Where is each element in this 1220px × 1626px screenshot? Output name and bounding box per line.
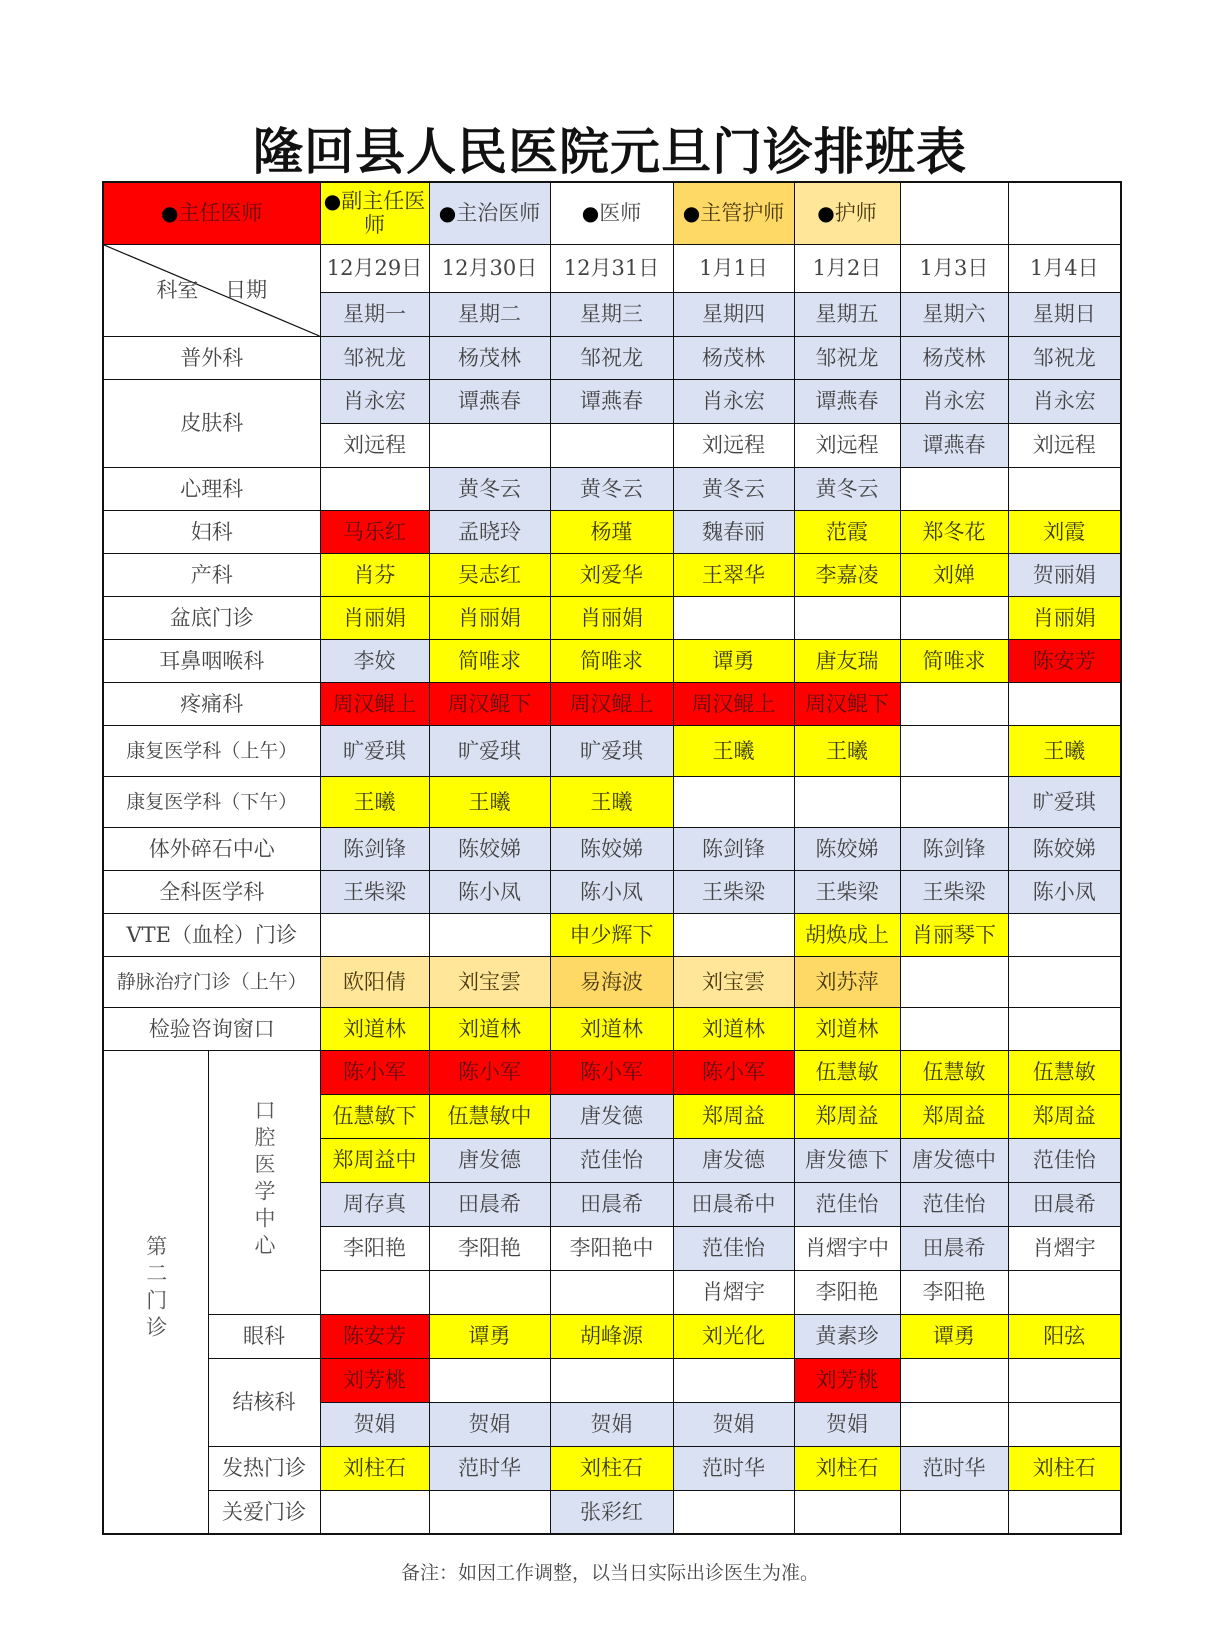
- schedule-cell: 王翠华: [673, 553, 794, 596]
- schedule-cell: 胡峰源: [550, 1314, 673, 1358]
- schedule-cell: [794, 596, 900, 639]
- legend-label: 主任医师: [178, 201, 263, 226]
- schedule-cell: 李姣: [320, 639, 429, 682]
- second-clinic-row: [103, 1446, 1121, 1490]
- date-header: 1月1日: [673, 244, 794, 292]
- schedule-cell: 郑周益: [900, 1094, 1008, 1138]
- schedule-cell: 唐发德: [429, 1138, 550, 1182]
- diagonal-line: [104, 245, 320, 336]
- legend-label: 副主任医师: [341, 189, 426, 238]
- legend-empty: [900, 182, 1008, 244]
- schedule-cell: [1008, 956, 1121, 1007]
- schedule-cell: 马乐红: [320, 510, 429, 553]
- schedule-cell: [550, 1270, 673, 1314]
- schedule-cell: 吴志红: [429, 553, 550, 596]
- schedule-cell: [673, 776, 794, 827]
- schedule-cell: [900, 1358, 1008, 1402]
- bullet-icon: ●: [323, 189, 342, 214]
- schedule-cell: 黄冬云: [673, 467, 794, 510]
- legend-label: 护师: [834, 201, 877, 226]
- schedule-cell: 范佳怡: [673, 1226, 794, 1270]
- schedule-cell: 郑周益: [673, 1094, 794, 1138]
- second-clinic-label: [103, 1050, 208, 1534]
- department-row: [103, 870, 1121, 913]
- date-header: 12月30日: [429, 244, 550, 292]
- schedule-cell: 黄冬云: [429, 467, 550, 510]
- schedule-cell: 陈安芳: [1008, 639, 1121, 682]
- schedule-cell: 刘柱石: [794, 1446, 900, 1490]
- schedule-cell: 贺娟: [429, 1402, 550, 1446]
- schedule-cell: 陈姣娣: [550, 827, 673, 870]
- department-label: VTE（血栓）门诊: [103, 913, 320, 956]
- corner-left-label: 科室: [156, 278, 199, 302]
- schedule-cell: 陈安芳: [320, 1314, 429, 1358]
- bullet-icon: ●: [682, 201, 701, 226]
- schedule-cell: 杨瑾: [550, 510, 673, 553]
- sub-department-text: 口腔医学中心: [252, 1098, 276, 1261]
- schedule-cell: 欧阳倩: [320, 956, 429, 1007]
- department-label: 耳鼻咽喉科: [103, 639, 320, 682]
- schedule-cell: 黄素珍: [794, 1314, 900, 1358]
- second-clinic-row: [103, 1050, 1121, 1094]
- schedule-cell: [673, 1490, 794, 1534]
- schedule-cell: 范霞: [794, 510, 900, 553]
- department-label: 心理科: [103, 467, 320, 510]
- schedule-cell: 阳弦: [1008, 1314, 1121, 1358]
- schedule-cell: 肖永宏: [1008, 379, 1121, 423]
- department-row: [103, 913, 1121, 956]
- schedule-cell: 田晨希: [550, 1182, 673, 1226]
- schedule-cell: 肖熠宇: [1008, 1226, 1121, 1270]
- schedule-cell: 谭燕春: [794, 379, 900, 423]
- schedule-cell: [1008, 1270, 1121, 1314]
- schedule-cell: 唐发德: [550, 1094, 673, 1138]
- schedule-cell: 刘道林: [320, 1007, 429, 1050]
- second-clinic-row: [103, 1358, 1121, 1402]
- schedule-cell: [1008, 1402, 1121, 1446]
- schedule-cell: 李嘉凌: [794, 553, 900, 596]
- schedule-cell: 范佳怡: [1008, 1138, 1121, 1182]
- schedule-cell: [900, 467, 1008, 510]
- schedule-cell: [320, 1270, 429, 1314]
- schedule-cell: 张彩红: [550, 1490, 673, 1534]
- schedule-cell: 魏春丽: [673, 510, 794, 553]
- schedule-cell: 刘远程: [673, 423, 794, 467]
- weekday-header: 星期二: [429, 292, 550, 336]
- legend-nurse: [794, 182, 900, 244]
- schedule-cell: [1008, 682, 1121, 725]
- date-row: [103, 244, 1121, 292]
- schedule-cell: 田晨希中: [673, 1182, 794, 1226]
- schedule-cell: 肖丽娟: [1008, 596, 1121, 639]
- schedule-cell: 易海波: [550, 956, 673, 1007]
- schedule-cell: 刘柱石: [550, 1446, 673, 1490]
- department-row: [103, 827, 1121, 870]
- schedule-cell: 周存真: [320, 1182, 429, 1226]
- schedule-cell: 旷爱琪: [429, 725, 550, 776]
- schedule-cell: 杨茂林: [673, 336, 794, 379]
- schedule-cell: 刘光化: [673, 1314, 794, 1358]
- corner-right-label: 日期: [225, 278, 268, 302]
- schedule-cell: [1008, 1490, 1121, 1534]
- schedule-cell: 杨茂林: [900, 336, 1008, 379]
- schedule-cell: 唐发德: [673, 1138, 794, 1182]
- second-clinic-row: [103, 1490, 1121, 1534]
- schedule-cell: 陈剑锋: [673, 827, 794, 870]
- department-row: [103, 510, 1121, 553]
- schedule-cell: [900, 725, 1008, 776]
- department-row: [103, 336, 1121, 379]
- sub-department-label: 结核科: [208, 1358, 320, 1446]
- schedule-cell: 刘道林: [550, 1007, 673, 1050]
- schedule-cell: [320, 1490, 429, 1534]
- schedule-cell: [429, 423, 550, 467]
- schedule-cell: [794, 776, 900, 827]
- schedule-cell: 刘远程: [320, 423, 429, 467]
- schedule-cell: 肖永宏: [673, 379, 794, 423]
- schedule-cell: 刘远程: [1008, 423, 1121, 467]
- schedule-cell: 肖丽娟: [550, 596, 673, 639]
- schedule-cell: 谭勇: [900, 1314, 1008, 1358]
- schedule-cell: 范时华: [900, 1446, 1008, 1490]
- department-label: 康复医学科（下午）: [103, 776, 320, 827]
- schedule-cell: 孟晓玲: [429, 510, 550, 553]
- schedule-cell: 王曦: [794, 725, 900, 776]
- schedule-cell: 陈小军: [550, 1050, 673, 1094]
- footnote: 备注：如因工作调整，以当日实际出诊医生为准。: [400, 1562, 819, 1584]
- schedule-cell: 李阳艳: [429, 1226, 550, 1270]
- date-header: 1月4日: [1008, 244, 1121, 292]
- date-header: 12月29日: [320, 244, 429, 292]
- schedule-cell: 郑周益: [1008, 1094, 1121, 1138]
- schedule-cell: [429, 1490, 550, 1534]
- weekday-header: 星期一: [320, 292, 429, 336]
- schedule-cell: 贺娟: [673, 1402, 794, 1446]
- department-label: 产科: [103, 553, 320, 596]
- schedule-cell: 邹祝龙: [320, 336, 429, 379]
- second-clinic-row: [103, 1314, 1121, 1358]
- schedule-cell: [900, 1402, 1008, 1446]
- schedule-cell: 谭燕春: [900, 423, 1008, 467]
- sub-department-label: 眼科: [208, 1314, 320, 1358]
- schedule-cell: [1008, 1358, 1121, 1402]
- schedule-cell: [320, 913, 429, 956]
- schedule-cell: 范时华: [673, 1446, 794, 1490]
- department-row: [103, 596, 1121, 639]
- schedule-cell: 田晨希: [900, 1226, 1008, 1270]
- schedule-cell: 郑周益中: [320, 1138, 429, 1182]
- schedule-cell: 陈小军: [429, 1050, 550, 1094]
- schedule-cell: 刘宝雲: [429, 956, 550, 1007]
- sub-department-label: 发热门诊: [208, 1446, 320, 1490]
- schedule-cell: 谭勇: [673, 639, 794, 682]
- schedule-cell: 田晨希: [429, 1182, 550, 1226]
- department-row: [103, 467, 1121, 510]
- schedule-cell: 陈小凤: [1008, 870, 1121, 913]
- schedule-cell: [1008, 467, 1121, 510]
- schedule-cell: 贺娟: [794, 1402, 900, 1446]
- schedule-cell: [320, 467, 429, 510]
- schedule-cell: 刘柱石: [1008, 1446, 1121, 1490]
- schedule-cell: 申少辉下: [550, 913, 673, 956]
- schedule-cell: 谭燕春: [550, 379, 673, 423]
- schedule-cell: 刘柱石: [320, 1446, 429, 1490]
- schedule-cell: 陈小凤: [429, 870, 550, 913]
- schedule-cell: [794, 1490, 900, 1534]
- legend-supervising-nurse: [673, 182, 794, 244]
- schedule-cell: 杨茂林: [429, 336, 550, 379]
- schedule-cell: 胡焕成上: [794, 913, 900, 956]
- schedule-cell: 刘苏萍: [794, 956, 900, 1007]
- schedule-cell: 旷爱琪: [320, 725, 429, 776]
- schedule-cell: 刘婵: [900, 553, 1008, 596]
- legend-label: 主管护师: [700, 201, 785, 226]
- schedule-cell: [673, 596, 794, 639]
- schedule-cell: 田晨希: [1008, 1182, 1121, 1226]
- bullet-icon: ●: [581, 201, 600, 226]
- department-label: 皮肤科: [103, 379, 320, 467]
- department-row: [103, 725, 1121, 776]
- schedule-cell: 李阳艳: [794, 1270, 900, 1314]
- sub-department-label: [208, 1050, 320, 1314]
- bullet-icon: ●: [161, 201, 179, 226]
- schedule-cell: 周汉鲲上: [320, 682, 429, 725]
- schedule-cell: 李阳艳: [900, 1270, 1008, 1314]
- legend-label: 主治医师: [456, 201, 541, 226]
- schedule-cell: 刘道林: [429, 1007, 550, 1050]
- schedule-cell: 王曦: [1008, 725, 1121, 776]
- schedule-cell: 范佳怡: [550, 1138, 673, 1182]
- bullet-icon: ●: [817, 201, 835, 226]
- schedule-cell: 肖丽娟: [320, 596, 429, 639]
- department-row: [103, 682, 1121, 725]
- schedule-cell: 李阳艳: [320, 1226, 429, 1270]
- department-label: 普外科: [103, 336, 320, 379]
- schedule-cell: [429, 1358, 550, 1402]
- schedule-cell: 刘芳桃: [320, 1358, 429, 1402]
- legend-physician: [550, 182, 673, 244]
- department-label: 妇科: [103, 510, 320, 553]
- department-label: 检验咨询窗口: [103, 1007, 320, 1050]
- schedule-cell: 伍慧敏下: [320, 1094, 429, 1138]
- schedule-cell: [429, 913, 550, 956]
- schedule-cell: 唐友瑞: [794, 639, 900, 682]
- schedule-cell: 伍慧敏: [1008, 1050, 1121, 1094]
- schedule-cell: 伍慧敏中: [429, 1094, 550, 1138]
- schedule-cell: 黄冬云: [794, 467, 900, 510]
- weekday-header: 星期四: [673, 292, 794, 336]
- schedule-cell: [1008, 913, 1121, 956]
- schedule-cell: 陈小军: [320, 1050, 429, 1094]
- schedule-cell: 刘芳桃: [794, 1358, 900, 1402]
- legend-chief-physician: [103, 182, 320, 244]
- schedule-cell: [1008, 1007, 1121, 1050]
- schedule-cell: 范佳怡: [794, 1182, 900, 1226]
- department-label: 静脉治疗门诊（上午）: [103, 956, 320, 1007]
- schedule-cell: 伍慧敏: [900, 1050, 1008, 1094]
- department-label: 体外碎石中心: [103, 827, 320, 870]
- schedule-cell: 王柴梁: [900, 870, 1008, 913]
- schedule-cell: 简唯求: [900, 639, 1008, 682]
- schedule-cell: 周汉鲲上: [673, 682, 794, 725]
- weekday-header: 星期三: [550, 292, 673, 336]
- schedule-cell: 王曦: [673, 725, 794, 776]
- schedule-cell: 谭勇: [429, 1314, 550, 1358]
- department-row: [103, 776, 1121, 827]
- schedule-cell: 王柴梁: [673, 870, 794, 913]
- schedule-table: [102, 181, 1122, 1535]
- schedule-cell: 伍慧敏: [794, 1050, 900, 1094]
- department-row: [103, 956, 1121, 1007]
- date-header: 1月3日: [900, 244, 1008, 292]
- department-label: 疼痛科: [103, 682, 320, 725]
- schedule-cell: [900, 1007, 1008, 1050]
- date-header: 12月31日: [550, 244, 673, 292]
- schedule-cell: 郑冬花: [900, 510, 1008, 553]
- schedule-cell: 谭燕春: [429, 379, 550, 423]
- date-header: 1月2日: [794, 244, 900, 292]
- schedule-cell: 王曦: [429, 776, 550, 827]
- second-clinic-text: 第二门诊: [143, 1235, 168, 1344]
- schedule-cell: 范时华: [429, 1446, 550, 1490]
- schedule-cell: 邹祝龙: [550, 336, 673, 379]
- legend-row: [103, 182, 1121, 244]
- department-label: 康复医学科（上午）: [103, 725, 320, 776]
- schedule-cell: 肖永宏: [900, 379, 1008, 423]
- schedule-cell: 范佳怡: [900, 1182, 1008, 1226]
- schedule-cell: 黄冬云: [550, 467, 673, 510]
- department-row: [103, 379, 1121, 423]
- schedule-cell: 陈姣娣: [794, 827, 900, 870]
- schedule-cell: 王曦: [550, 776, 673, 827]
- schedule-cell: 邹祝龙: [794, 336, 900, 379]
- schedule-cell: [429, 1270, 550, 1314]
- schedule-cell: 周汉鲲下: [794, 682, 900, 725]
- legend-label: 医师: [599, 201, 642, 226]
- schedule-cell: 陈姣娣: [1008, 827, 1121, 870]
- schedule-cell: 肖丽琴下: [900, 913, 1008, 956]
- page-title: 隆回县人民医院元旦门诊排班表: [253, 122, 967, 181]
- schedule-cell: 肖熠宇: [673, 1270, 794, 1314]
- schedule-cell: 刘道林: [673, 1007, 794, 1050]
- department-label: 盆底门诊: [103, 596, 320, 639]
- schedule-cell: 贺娟: [550, 1402, 673, 1446]
- bullet-icon: ●: [438, 201, 457, 226]
- weekday-header: 星期六: [900, 292, 1008, 336]
- schedule-cell: [900, 776, 1008, 827]
- schedule-cell: [550, 423, 673, 467]
- department-label: 全科医学科: [103, 870, 320, 913]
- schedule-cell: 周汉鲲下: [429, 682, 550, 725]
- schedule-cell: 陈姣娣: [429, 827, 550, 870]
- schedule-cell: 刘宝雲: [673, 956, 794, 1007]
- schedule-cell: 王柴梁: [320, 870, 429, 913]
- schedule-cell: 陈剑锋: [320, 827, 429, 870]
- schedule-cell: 唐发德中: [900, 1138, 1008, 1182]
- schedule-cell: 肖永宏: [320, 379, 429, 423]
- schedule-cell: 陈小军: [673, 1050, 794, 1094]
- schedule-cell: 肖芬: [320, 553, 429, 596]
- schedule-cell: 刘道林: [794, 1007, 900, 1050]
- schedule-cell: 刘爱华: [550, 553, 673, 596]
- schedule-cell: 唐发德下: [794, 1138, 900, 1182]
- schedule-cell: 王曦: [320, 776, 429, 827]
- schedule-cell: 邹祝龙: [1008, 336, 1121, 379]
- schedule-cell: 陈剑锋: [900, 827, 1008, 870]
- schedule-cell: 陈小凤: [550, 870, 673, 913]
- schedule-cell: [900, 596, 1008, 639]
- schedule-cell: 王柴梁: [794, 870, 900, 913]
- schedule-cell: 肖丽娟: [429, 596, 550, 639]
- department-row: [103, 553, 1121, 596]
- schedule-cell: 周汉鲲上: [550, 682, 673, 725]
- department-row: [103, 639, 1121, 682]
- schedule-cell: 李阳艳中: [550, 1226, 673, 1270]
- weekday-header: 星期日: [1008, 292, 1121, 336]
- schedule-cell: 贺娟: [320, 1402, 429, 1446]
- schedule-cell: 简唯求: [429, 639, 550, 682]
- schedule-cell: 刘霞: [1008, 510, 1121, 553]
- legend-associate-chief-physician: [320, 182, 429, 244]
- sub-department-label: 关爱门诊: [208, 1490, 320, 1534]
- schedule-cell: 贺丽娟: [1008, 553, 1121, 596]
- legend-attending-physician: [429, 182, 550, 244]
- schedule-cell: 郑周益: [794, 1094, 900, 1138]
- schedule-cell: 旷爱琪: [550, 725, 673, 776]
- weekday-header: 星期五: [794, 292, 900, 336]
- schedule-cell: 肖熠宇中: [794, 1226, 900, 1270]
- corner-header: [103, 244, 320, 336]
- schedule-cell: [900, 1490, 1008, 1534]
- schedule-cell: [900, 956, 1008, 1007]
- legend-empty: [1008, 182, 1121, 244]
- schedule-cell: [550, 1358, 673, 1402]
- schedule-cell: [673, 913, 794, 956]
- schedule-cell: 刘远程: [794, 423, 900, 467]
- department-row: [103, 1007, 1121, 1050]
- schedule-cell: 简唯求: [550, 639, 673, 682]
- schedule-cell: 旷爱琪: [1008, 776, 1121, 827]
- schedule-cell: [900, 682, 1008, 725]
- schedule-cell: [673, 1358, 794, 1402]
